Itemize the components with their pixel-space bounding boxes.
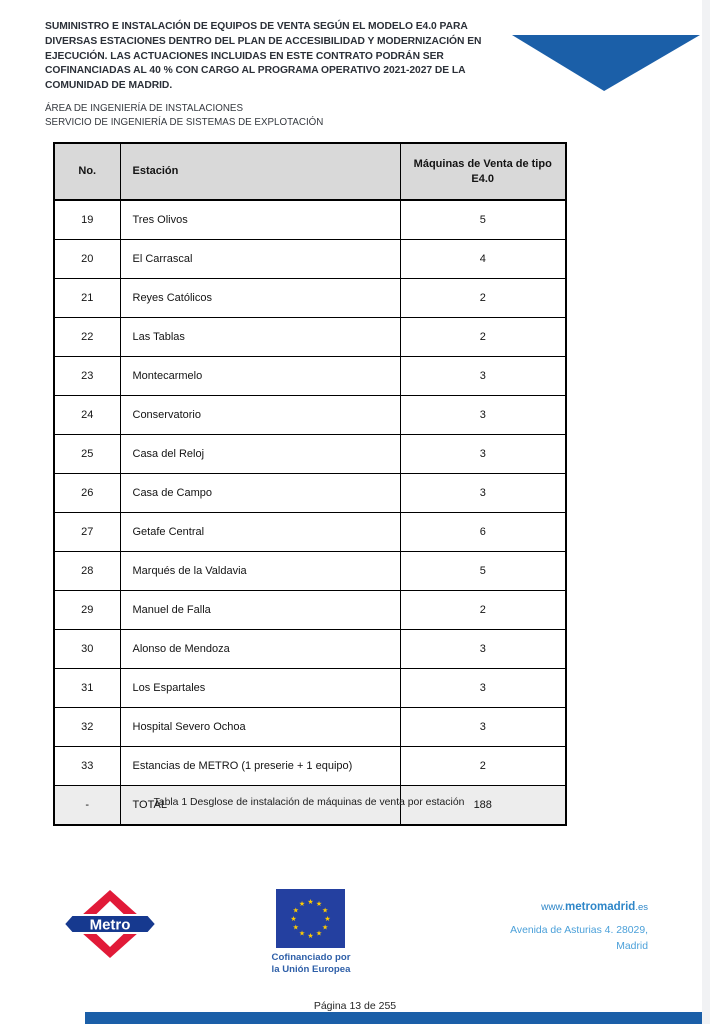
station-name: Tres Olivos <box>120 200 400 240</box>
contact-block <box>420 901 648 954</box>
table-body <box>54 200 566 786</box>
station-number: 27 <box>54 513 120 552</box>
table-row <box>54 669 566 708</box>
viewer-edge <box>702 0 710 1024</box>
svg-text:★: ★ <box>307 899 314 906</box>
table-row <box>54 747 566 786</box>
svg-text:★: ★ <box>292 907 299 915</box>
website-prefix: www. <box>541 902 566 913</box>
station-number: 31 <box>54 669 120 708</box>
station-name: El Carrascal <box>120 240 400 279</box>
svg-text:★: ★ <box>324 915 331 923</box>
station-name: Getafe Central <box>120 513 400 552</box>
total-count: 188 <box>400 786 566 826</box>
station-name: Manuel de Falla <box>120 591 400 630</box>
svg-text:★: ★ <box>315 901 323 909</box>
machine-count: 3 <box>400 630 566 669</box>
table-row <box>54 708 566 747</box>
station-number: 26 <box>54 474 120 513</box>
metro-madrid-logo-icon <box>58 889 162 959</box>
table-row <box>54 396 566 435</box>
table-row <box>54 357 566 396</box>
down-arrow-icon <box>512 35 700 91</box>
column-header-no: No. <box>54 143 120 200</box>
eu-flag-icon <box>276 889 345 948</box>
machine-count: 3 <box>400 708 566 747</box>
machine-count: 2 <box>400 747 566 786</box>
total-no: - <box>54 786 120 826</box>
machine-count: 3 <box>400 357 566 396</box>
machine-count: 3 <box>400 435 566 474</box>
table-caption: Tabla 1 Desglose de instalación de máquinas de venta por estación <box>153 797 465 808</box>
machine-count: 2 <box>400 318 566 357</box>
stations-table <box>53 142 567 826</box>
address-line2: Madrid <box>616 940 648 952</box>
eu-funding-line1: Cofinanciado por <box>271 952 351 963</box>
metro-logo-text: Metro <box>89 916 131 934</box>
svg-text:★: ★ <box>322 924 329 932</box>
website-link[interactable] <box>420 901 648 913</box>
station-number: 20 <box>54 240 120 279</box>
page-number: Página 13 de 255 <box>313 1000 397 1012</box>
table-row <box>54 240 566 279</box>
machine-count: 5 <box>400 552 566 591</box>
machine-count: 6 <box>400 513 566 552</box>
station-number: 23 <box>54 357 120 396</box>
svg-text:★: ★ <box>298 930 306 938</box>
station-name: Hospital Severo Ochoa <box>120 708 400 747</box>
address <box>420 923 648 954</box>
station-name: Casa del Reloj <box>120 435 400 474</box>
station-name: Las Tablas <box>120 318 400 357</box>
svg-text:★: ★ <box>307 932 314 940</box>
station-number: 22 <box>54 318 120 357</box>
table-row <box>54 630 566 669</box>
area-line: ÁREA DE INGENIERÍA DE INSTALACIONES <box>45 102 243 114</box>
station-name: Marqués de la Valdavia <box>120 552 400 591</box>
column-header-machines: Máquinas de Venta de tipo E4.0 <box>400 143 566 200</box>
station-number: 28 <box>54 552 120 591</box>
machine-count: 4 <box>400 240 566 279</box>
total-label: TOTAL <box>120 786 400 826</box>
column-header-station: Estación <box>120 143 400 200</box>
svg-text:★: ★ <box>322 907 329 915</box>
eu-funding-line2: la Unión Europea <box>271 963 351 975</box>
table-header <box>54 143 566 200</box>
machine-count: 5 <box>400 200 566 240</box>
footer-bar <box>85 1012 702 1024</box>
machine-count: 3 <box>400 474 566 513</box>
website-name: metromadrid <box>565 901 636 913</box>
svg-text:★: ★ <box>298 901 306 909</box>
station-number: 32 <box>54 708 120 747</box>
station-name: Montecarmelo <box>120 357 400 396</box>
station-number: 33 <box>54 747 120 786</box>
station-number: 29 <box>54 591 120 630</box>
table-row <box>54 279 566 318</box>
station-number: 30 <box>54 630 120 669</box>
station-name: Casa de Campo <box>120 474 400 513</box>
department-lines <box>45 102 513 129</box>
machine-count: 3 <box>400 669 566 708</box>
table-row <box>54 318 566 357</box>
table-row <box>54 474 566 513</box>
document-header <box>45 20 513 129</box>
station-number: 25 <box>54 435 120 474</box>
station-name: Alonso de Mendoza <box>120 630 400 669</box>
station-name: Los Espartales <box>120 669 400 708</box>
table-row <box>54 591 566 630</box>
machine-count: 3 <box>400 396 566 435</box>
table-row <box>54 435 566 474</box>
table-row <box>54 513 566 552</box>
document-title: SUMINISTRO E INSTALACIÓN DE EQUIPOS DE VENTA SEGÚN EL MODELO E4.0 PARA DIVERSAS ESTACIONES DENTRO DEL PLAN DE ACCESIBILIDAD Y MODERNIZACIÓN EN EJECUCIÓN. LAS ACTUACIONES INCLUIDAS EN ESTE CONTRATO PODRÁN SER COFINANCIADAS AL 40 % CON CARGO AL PROGRAMA OPERATIVO 2021-2027 DE LA COMUNIDAD DE MADRID. <box>45 21 482 92</box>
eu-funding-label <box>250 952 372 975</box>
table-row <box>54 552 566 591</box>
svg-text:★: ★ <box>315 930 323 938</box>
station-number: 21 <box>54 279 120 318</box>
station-number: 24 <box>54 396 120 435</box>
website-tld: .es <box>635 902 648 913</box>
service-line: SERVICIO DE INGENIERÍA DE SISTEMAS DE EXPLOTACIÓN <box>45 116 324 128</box>
machine-count: 2 <box>400 279 566 318</box>
table-row <box>54 200 566 240</box>
address-line1: Avenida de Asturias 4. 28029, <box>510 925 648 936</box>
station-name: Estancias de METRO (1 preserie + 1 equipo) <box>120 747 400 786</box>
station-name: Conservatorio <box>120 396 400 435</box>
machine-count: 2 <box>400 591 566 630</box>
station-name: Reyes Católicos <box>120 279 400 318</box>
svg-text:★: ★ <box>290 915 297 923</box>
station-number: 19 <box>54 200 120 240</box>
svg-text:★: ★ <box>292 924 299 932</box>
